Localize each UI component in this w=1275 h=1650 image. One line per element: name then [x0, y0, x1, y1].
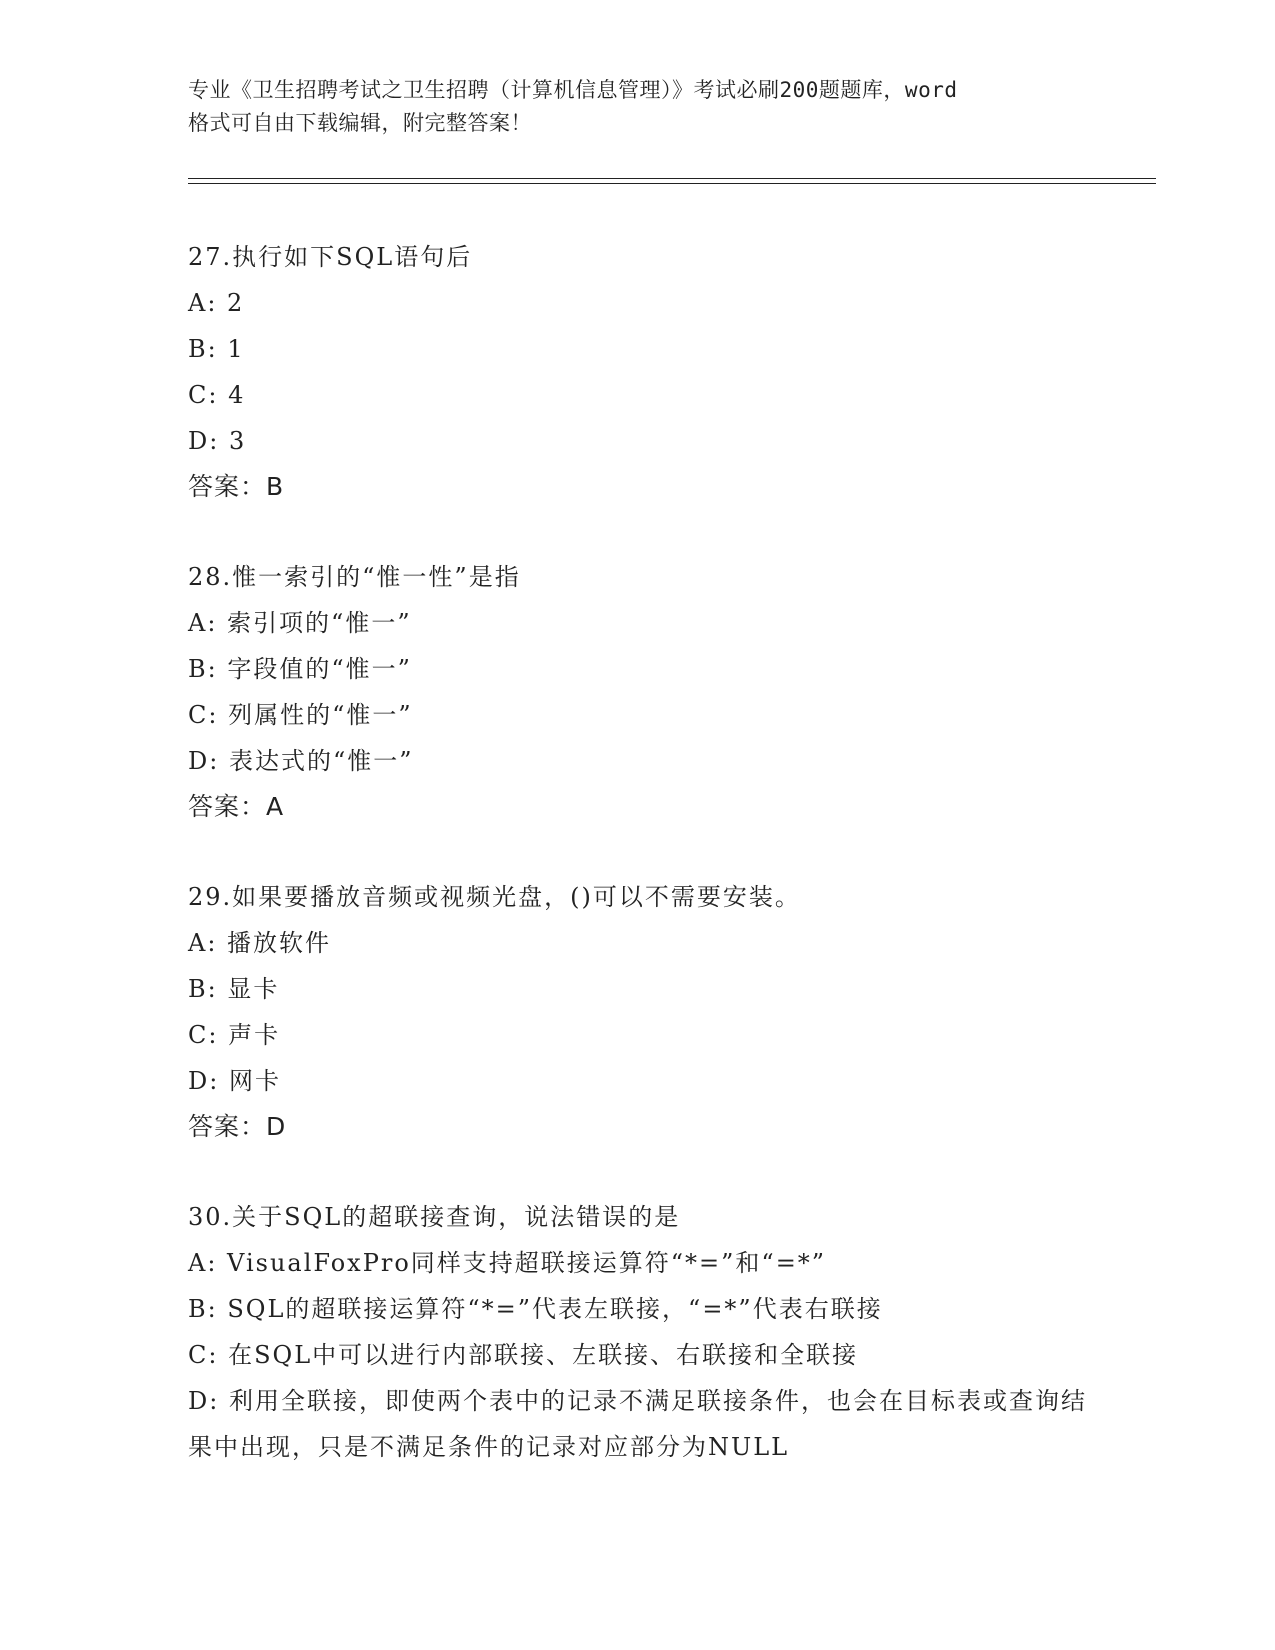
question-stem: 27.执行如下SQL语句后: [188, 243, 473, 271]
option-b: B: 字段值的“惟一”: [188, 655, 412, 683]
header-divider-bottom: [188, 183, 1156, 184]
header-line-1: 专业《卫生招聘考试之卫生招聘（计算机信息管理）》考试必刷200题题库，word: [188, 78, 958, 102]
header-divider-top: [188, 178, 1156, 179]
option-a: A: 索引项的“惟一”: [188, 609, 412, 637]
option-a: A: 2: [188, 289, 245, 317]
question-28: [188, 554, 1088, 830]
option-d: D: 利用全联接，即使两个表中的记录不满足联接条件，也会在目标表或查询结果中出现，只是不满足条件的记录对应部分为NULL: [188, 1387, 1087, 1461]
question-27: [188, 234, 1088, 510]
answer-line: 答案：B: [188, 472, 285, 501]
option-d: D: 表达式的“惟一”: [188, 747, 414, 775]
option-a: A: VisualFoxPro同样支持超联接运算符“*=”和“=*”: [188, 1249, 827, 1277]
question-stem: 28.惟一索引的“惟一性”是指: [188, 563, 521, 591]
option-c: C: 列属性的“惟一”: [188, 701, 413, 729]
option-c: C: 在SQL中可以进行内部联接、左联接、右联接和全联接: [188, 1341, 859, 1369]
option-b: B: 显卡: [188, 975, 280, 1003]
question-stem: 30.关于SQL的超联接查询，说法错误的是: [188, 1203, 681, 1231]
question-29: [188, 874, 1088, 1150]
option-c: C: 4: [188, 381, 246, 409]
option-b: B: 1: [188, 335, 245, 363]
header-line-2: 格式可自由下载编辑，附完整答案！: [188, 111, 532, 135]
option-d: D: 3: [188, 427, 247, 455]
answer-line: 答案：A: [188, 792, 285, 821]
question-stem: 29.如果要播放音频或视频光盘，()可以不需要安装。: [188, 883, 801, 911]
answer-line: 答案：D: [188, 1112, 287, 1141]
option-c: C: 声卡: [188, 1021, 281, 1049]
option-b: B: SQL的超联接运算符“*=”代表左联接，“=*”代表右联接: [188, 1295, 883, 1323]
option-d: D: 网卡: [188, 1067, 281, 1095]
document-header: [188, 74, 1088, 140]
option-a: A: 播放软件: [188, 929, 332, 957]
question-30: [188, 1194, 1088, 1470]
